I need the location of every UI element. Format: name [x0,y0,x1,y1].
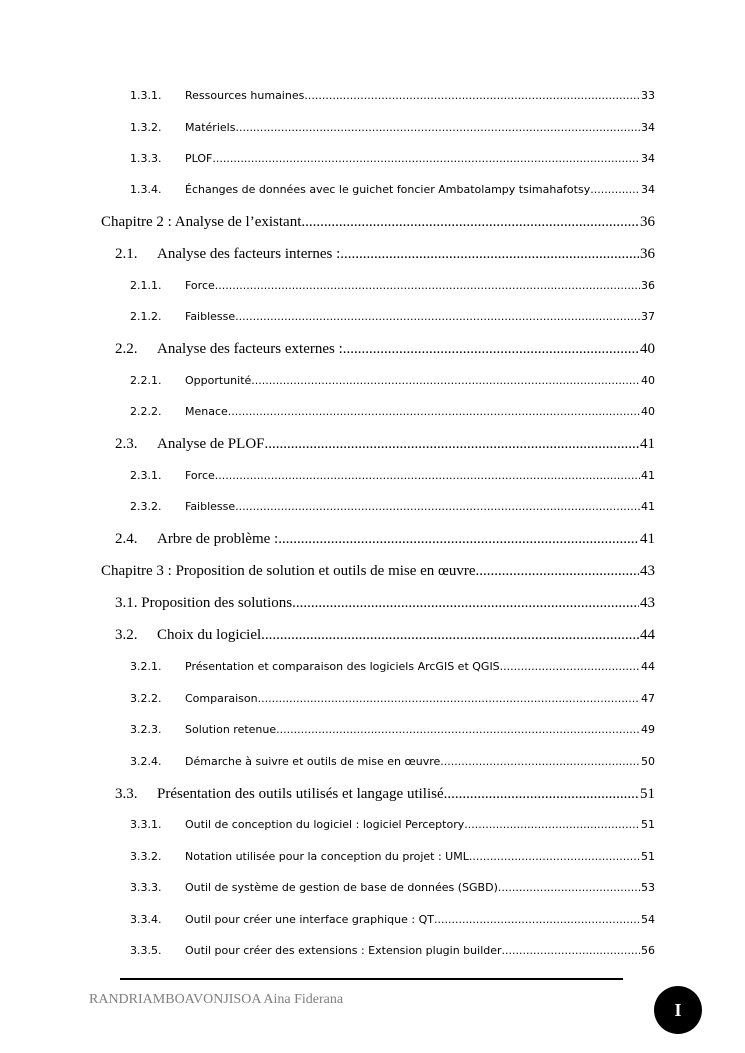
toc-entry-number: 2.2.2. [130,405,162,418]
toc-entry-title: Ressources humaines [185,89,305,102]
toc-entry-page: 41 [641,500,655,513]
toc-entry[interactable] [130,469,655,482]
toc-entry-title: Opportunité [185,374,252,387]
toc-leader-dots [261,627,639,644]
toc-leader-dots [265,436,640,453]
toc-entry[interactable] [130,152,655,165]
toc-entry-number: 2.2.1. [130,374,162,387]
toc-entry-title: Comparaison [185,692,258,705]
toc-entry-number: 3.3.2. [130,850,162,863]
toc-entry-page: 33 [641,89,655,102]
toc-entry-page: 36 [641,279,655,292]
toc-entry-page: 50 [641,755,655,768]
toc-leader-dots [340,246,639,263]
toc-entry[interactable] [130,500,655,513]
toc-entry[interactable] [130,405,655,418]
toc-entry-number: 3.3.3. [130,881,162,894]
toc-entry[interactable] [130,850,655,863]
toc-entry[interactable] [130,183,655,196]
toc-entry-number: 2.3.1. [130,469,162,482]
toc-entry-page: 40 [641,374,655,387]
toc-entry-page: 44 [640,627,655,643]
toc-entry-title: Échanges de données avec le guichet foncier Ambatolampy tsimahafotsy [185,183,591,196]
toc-entry[interactable] [130,692,655,705]
toc-entry-number: 2.4. [115,531,138,547]
toc-leader-dots [235,310,640,323]
toc-entry-title: Outil pour créer une interface graphique : QT [185,913,434,926]
toc-section-entry[interactable] [115,595,655,612]
toc-entry-title: Présentation des outils utilisés et langage utilisé [157,786,444,802]
toc-section-entry[interactable] [115,531,655,548]
toc-leader-dots [502,944,640,957]
toc-entry-page: 40 [640,341,655,357]
toc-entry-page: 56 [641,944,655,957]
toc-leader-dots [215,469,640,482]
toc-entry-number: 1.3.2. [130,121,162,134]
toc-entry-title: Faiblesse [185,310,236,323]
toc-entry-page: 43 [640,595,655,611]
toc-entry-title: Présentation et comparaison des logiciels ArcGIS et QGIS [185,660,500,673]
toc-entry-title: Analyse des facteurs internes : [157,246,341,262]
toc-entry-page: 51 [641,818,655,831]
toc-entry-page: 43 [640,563,655,579]
toc-entry-page: 36 [640,214,655,230]
toc-section-entry[interactable] [115,341,655,358]
toc-entry-page: 34 [641,121,655,134]
toc-entry[interactable] [130,279,655,292]
toc-entry-number: 3.2.3. [130,723,162,736]
toc-leader-dots [304,89,640,102]
toc-entry-number: 3.3.4. [130,913,162,926]
toc-leader-dots [434,913,640,926]
toc-leader-dots [235,121,640,134]
toc-leader-dots [215,279,640,292]
toc-entry-title: Choix du logiciel [157,627,262,643]
toc-entry-number: 3.2.2. [130,692,162,705]
toc-section-entry[interactable] [115,627,655,644]
toc-entry-title: Chapitre 3 : Proposition de solution et outils de mise en œuvre. [101,563,480,579]
toc-entry-title: Force [185,279,215,292]
toc-entry[interactable] [130,89,655,102]
toc-entry-page: 54 [641,913,655,926]
toc-entry-title: Notation utilisée pour la conception du projet : UML [185,850,469,863]
toc-entry-number: 2.3. [115,436,138,452]
toc-entry-page: 41 [641,469,655,482]
toc-entry-number: 2.3.2. [130,500,162,513]
toc-leader-dots [278,531,639,548]
toc-entry[interactable] [130,944,655,957]
toc-entry[interactable] [130,660,655,673]
toc-leader-dots [276,723,640,736]
toc-chapter-entry[interactable] [101,214,655,231]
toc-entry-page: 41 [640,531,655,547]
toc-entry[interactable] [130,310,655,323]
toc-leader-dots [469,850,640,863]
toc-entry-page: 36 [640,246,655,262]
page-number-badge: I [654,986,702,1034]
toc-entry-title: Force [185,469,215,482]
toc-section-entry[interactable] [115,246,655,263]
toc-entry-title: Solution retenue [185,723,277,736]
toc-entry-title: Analyse des facteurs externes : [157,341,343,357]
toc-entry-title: 3.1. Proposition des solutions [115,595,293,611]
toc-entry-page: 49 [641,723,655,736]
toc-entry[interactable] [130,755,655,768]
toc-entry[interactable] [130,374,655,387]
toc-entry-number: 1.3.3. [130,152,162,165]
toc-entry[interactable] [130,913,655,926]
toc-entry-number: 3.2. [115,627,138,643]
toc-entry-title: Outil de conception du logiciel : logiciel Perceptory [185,818,465,831]
toc-entry[interactable] [130,818,655,831]
toc-leader-dots [444,786,639,803]
toc-leader-dots [479,563,639,580]
toc-chapter-entry[interactable] [101,563,655,580]
toc-entry-page: 37 [641,310,655,323]
toc-entry-title: Chapitre 2 : Analyse de l’existant [101,214,302,230]
toc-entry-number: 3.3. [115,786,138,802]
toc-entry-number: 1.3.1. [130,89,162,102]
toc-leader-dots [498,881,640,894]
toc-section-entry[interactable] [115,436,655,453]
toc-leader-dots [590,183,640,196]
toc-leader-dots [251,374,640,387]
toc-leader-dots [212,152,640,165]
toc-entry-page: 47 [641,692,655,705]
toc-entry-number: 3.2.4. [130,755,162,768]
toc-entry-title: Outil pour créer des extensions : Extension plugin builder [185,944,502,957]
footer-author: RANDRIAMBOAVONJISOA Aina Fiderana [89,992,344,1007]
toc-entry[interactable] [130,723,655,736]
toc-entry-page: 44 [641,660,655,673]
toc-entry-title: Analyse de PLOF [157,436,265,452]
toc-entry-title: Matériels [185,121,236,134]
toc-leader-dots [440,755,640,768]
toc-entry-title: PLOF [185,152,213,165]
toc-entry-page: 51 [640,786,655,802]
toc-leader-dots [301,214,639,231]
toc-entry-title: Menace [185,405,228,418]
toc-entry-number: 2.1. [115,246,138,262]
toc-entry-number: 2.1.1. [130,279,162,292]
toc-entry-page: 40 [641,405,655,418]
toc-entry-page: 51 [641,850,655,863]
toc-entry[interactable] [130,881,655,894]
toc-entry[interactable] [130,121,655,134]
toc-entry-title: Faiblesse [185,500,236,513]
toc-entry-page: 53 [641,881,655,894]
footer-divider [120,978,623,980]
toc-leader-dots [500,660,640,673]
toc-entry-page: 34 [641,183,655,196]
toc-leader-dots [343,341,639,358]
toc-leader-dots [235,500,640,513]
toc-entry-number: 2.1.2. [130,310,162,323]
toc-entry-number: 3.3.5. [130,944,162,957]
toc-entry-title: Démarche à suivre et outils de mise en œuvre [185,755,441,768]
toc-entry-title: Arbre de problème : [157,531,279,547]
toc-entry-number: 2.2. [115,341,138,357]
toc-leader-dots [228,405,640,418]
toc-section-entry[interactable] [115,786,655,803]
toc-entry-number: 3.2.1. [130,660,162,673]
toc-leader-dots [292,595,639,612]
toc-entry-title: Outil de système de gestion de base de données (SGBD) [185,881,498,894]
toc-entry-number: 1.3.4. [130,183,162,196]
toc-leader-dots [258,692,640,705]
toc-leader-dots [464,818,640,831]
toc-entry-page: 34 [641,152,655,165]
toc-entry-page: 41 [640,436,655,452]
toc-entry-number: 3.3.1. [130,818,162,831]
